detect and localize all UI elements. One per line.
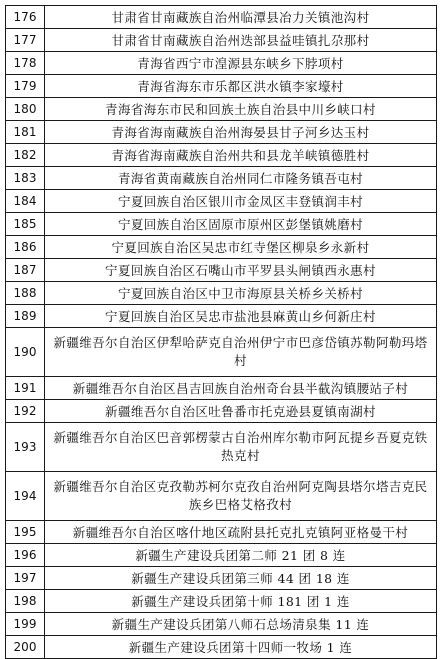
row-number: 179 (6, 75, 45, 98)
table-row (6, 6, 437, 29)
village-name: 宁夏回族自治区石嘴山市平罗县头闸镇西永惠村 (45, 259, 437, 282)
village-name: 宁夏回族自治区固原市原州区彭堡镇姚磨村 (45, 213, 437, 236)
village-name: 青海省海东市民和回族土族自治县中川乡峡口村 (45, 98, 437, 121)
row-number: 199 (6, 613, 45, 636)
table-row (6, 544, 437, 567)
row-number: 180 (6, 98, 45, 121)
village-name: 新疆维吾尔自治区喀什地区疏附县托克扎克镇阿亚格曼干村 (45, 521, 437, 544)
table-row (6, 636, 437, 659)
table-row (6, 121, 437, 144)
table-row (6, 213, 437, 236)
village-name: 新疆生产建设兵团第三师 44 团 18 连 (45, 567, 437, 590)
village-name: 新疆维吾尔自治区伊犁哈萨克自治州伊宁市巴彦岱镇苏勒阿勒玛塔村 (45, 328, 437, 377)
table-row (6, 236, 437, 259)
row-number: 186 (6, 236, 45, 259)
row-number: 188 (6, 282, 45, 305)
table-row (6, 613, 437, 636)
village-name: 新疆维吾尔自治区昌吉回族自治州奇台县半截沟镇腰站子村 (45, 377, 437, 400)
table-row (6, 282, 437, 305)
table-row (6, 377, 437, 400)
table-row (6, 305, 437, 328)
village-name: 新疆生产建设兵团第十四师一牧场 1 连 (45, 636, 437, 659)
village-name: 青海省海南藏族自治州共和县龙羊峡镇德胜村 (45, 144, 437, 167)
row-number: 193 (6, 423, 45, 472)
village-name: 新疆生产建设兵团第二师 21 团 8 连 (45, 544, 437, 567)
village-name: 青海省黄南藏族自治州同仁市隆务镇吾屯村 (45, 167, 437, 190)
village-name: 宁夏回族自治区中卫市海原县关桥乡关桥村 (45, 282, 437, 305)
village-name: 新疆维吾尔自治区巴音郭楞蒙古自治州库尔勒市阿瓦提乡吾夏克铁热克村 (45, 423, 437, 472)
table-row (6, 472, 437, 521)
row-number: 195 (6, 521, 45, 544)
table-row (6, 98, 437, 121)
row-number: 192 (6, 400, 45, 423)
village-name: 青海省西宁市湟源县东峡乡下脖项村 (45, 52, 437, 75)
table-row (6, 52, 437, 75)
table-row (6, 328, 437, 377)
table-row (6, 190, 437, 213)
row-number: 183 (6, 167, 45, 190)
row-number: 194 (6, 472, 45, 521)
village-name: 新疆生产建设兵团第十师 181 团 1 连 (45, 590, 437, 613)
village-table (5, 5, 437, 659)
row-number: 200 (6, 636, 45, 659)
row-number: 198 (6, 590, 45, 613)
village-name: 新疆生产建设兵团第八师石总场清泉集 11 连 (45, 613, 437, 636)
village-name: 宁夏回族自治区吴忠市红寺堡区柳泉乡永新村 (45, 236, 437, 259)
table-row (6, 29, 437, 52)
table-row (6, 423, 437, 472)
village-name: 青海省海南藏族自治州海晏县甘子河乡达玉村 (45, 121, 437, 144)
village-name: 甘肃省甘南藏族自治州临潭县冶力关镇池沟村 (45, 6, 437, 29)
row-number: 177 (6, 29, 45, 52)
row-number: 191 (6, 377, 45, 400)
row-number: 184 (6, 190, 45, 213)
table-row (6, 167, 437, 190)
village-name: 宁夏回族自治区银川市金凤区丰登镇润丰村 (45, 190, 437, 213)
village-name: 新疆维吾尔自治区吐鲁番市托克逊县夏镇南湖村 (45, 400, 437, 423)
row-number: 181 (6, 121, 45, 144)
row-number: 196 (6, 544, 45, 567)
village-list-sheet (5, 5, 437, 659)
row-number: 185 (6, 213, 45, 236)
row-number: 182 (6, 144, 45, 167)
village-name: 新疆维吾尔自治区克孜勒苏柯尔克孜自治州阿克陶县塔尔塔吉克民族乡巴格艾格孜村 (45, 472, 437, 521)
village-name: 甘肃省甘南藏族自治州迭部县益哇镇扎尕那村 (45, 29, 437, 52)
table-row (6, 259, 437, 282)
village-name: 宁夏回族自治区吴忠市盐池县麻黄山乡何新庄村 (45, 305, 437, 328)
table-row (6, 521, 437, 544)
row-number: 178 (6, 52, 45, 75)
row-number: 187 (6, 259, 45, 282)
table-row (6, 567, 437, 590)
row-number: 190 (6, 328, 45, 377)
table-row (6, 400, 437, 423)
village-name: 青海省海东市乐都区洪水镇李家壕村 (45, 75, 437, 98)
row-number: 189 (6, 305, 45, 328)
row-number: 197 (6, 567, 45, 590)
table-row (6, 590, 437, 613)
row-number: 176 (6, 6, 45, 29)
table-row (6, 75, 437, 98)
table-row (6, 144, 437, 167)
